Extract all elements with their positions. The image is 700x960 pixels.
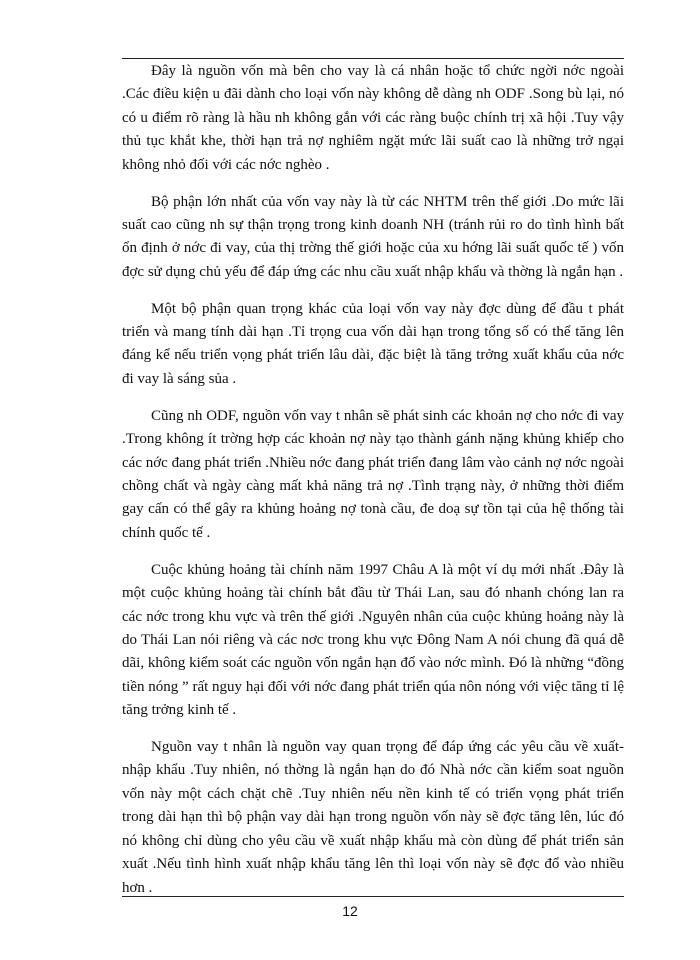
footer-rule	[122, 896, 624, 897]
paragraph-long-term-loans: Một bộ phận quan trọng khác của loại vốn vay này đợc dùng để đầu t phát triển và mang tính dài hạn .Tỉ trọng cua vốn dài hạn trong tổng số có thể tăng lên đáng kể nếu triển vọng phát triển lâu dài, đặc biệt là tăng trởng xuất khẩu của nớc đi vay là sáng sủa .	[122, 300, 624, 387]
paragraph-private-lenders: Đây là nguồn vốn mà bên cho vay là cá nhân hoặc tổ chức ngời nớc ngoài .Các điều kiện u đãi dành cho loại vốn này không dễ dàng nh ODF .Song bù lại, nó có u điểm rõ ràng là hầu nh không gắn với các ràng buộc chính trị xã hội .Tuy vậy thủ tục khắt khe, thời hạn trả nợ nghiêm ngặt mức lãi suất cao là những trở ngại không nhỏ đối với các nớc nghèo .	[122, 63, 624, 173]
paragraph-commercial-banks: Bộ phận lớn nhất của vốn vay này là từ các NHTM trên thế giới .Do mức lãi suất cao cũng nh sự thận trọng trong kinh doanh NH (tránh rủi ro do tình hình bất ổn định ở nớc đi vay, của thị trờng thế giới hoặc của xu hớng lãi suất quốc tế ) vốn đợc sử dụng chủ yếu để đáp ứng các nhu cầu xuất nhập khẩu và thờng là ngắn hạn .	[122, 193, 624, 280]
paragraph-debt-burden: Cũng nh ODF, nguồn vốn vay t nhân sẽ phát sinh các khoản nợ cho nớc đi vay .Trong không ít trờng hợp các khoản nợ này tạo thành gánh nặng khủng khiếp cho các nớc đang phát triển .Nhiều nớc đang phát triển đang lâm vào cảnh nợ nớc ngoài chồng chất và ngày càng mất khả năng trả nợ .Tình trạng này, ở những thời điểm gay cấn có thể gây ra khủng hoảng nợ tonà cầu, đe doạ sự tồn tại của hệ thống tài chính quốc tế .	[122, 407, 624, 541]
page-number: 12	[342, 903, 358, 919]
paragraph-conclusion: Nguồn vay t nhân là nguồn vay quan trọng để đáp ứng các yêu cầu về xuất-nhập khẩu .Tuy nhiên, nó thờng là ngắn hạn do đó Nhà nớc cần kiểm soat nguồn vốn này một cách chặt chẽ .Tuy nhiên nếu nền kinh tế có triển vọng phát triển trong dài hạn thì bộ phận vay dài hạn trong nguồn vốn này sẽ đợc tăng lên, lúc đó nó không chỉ dùng cho yêu cầu về xuất nhập khẩu mà còn dùng để phát triển sản xuất .Nếu tình hình xuất nhập khẩu tăng lên thì loại vốn này sẽ đợc đổ vào nhiều hơn .	[122, 739, 624, 896]
paragraph-asian-crisis: Cuộc khủng hoảng tài chính năm 1997 Châu A là một ví dụ mới nhất .Đây là một cuộc khủng hoảng tài chính bắt đầu từ Thái Lan, sau đó nhanh chóng lan ra các nớc trong khu vực và trên thế giới .Nguyên nhân của cuộc khủng hoảng này là do Thái Lan nói riêng và các nơc trong khu vực Đông Nam A nói chung đã quá dễ dãi, không kiểm soát các nguồn vốn ngắn hạn đổ vào nớc mình. Đó là những “đồng tiền nóng ” rất nguy hại đối với nớc đang phát triển qúa nôn nóng với việc tăng tỉ lệ tăng trởng kinh tế .	[122, 561, 624, 719]
header-rule	[122, 58, 624, 59]
body-text	[122, 60, 624, 913]
